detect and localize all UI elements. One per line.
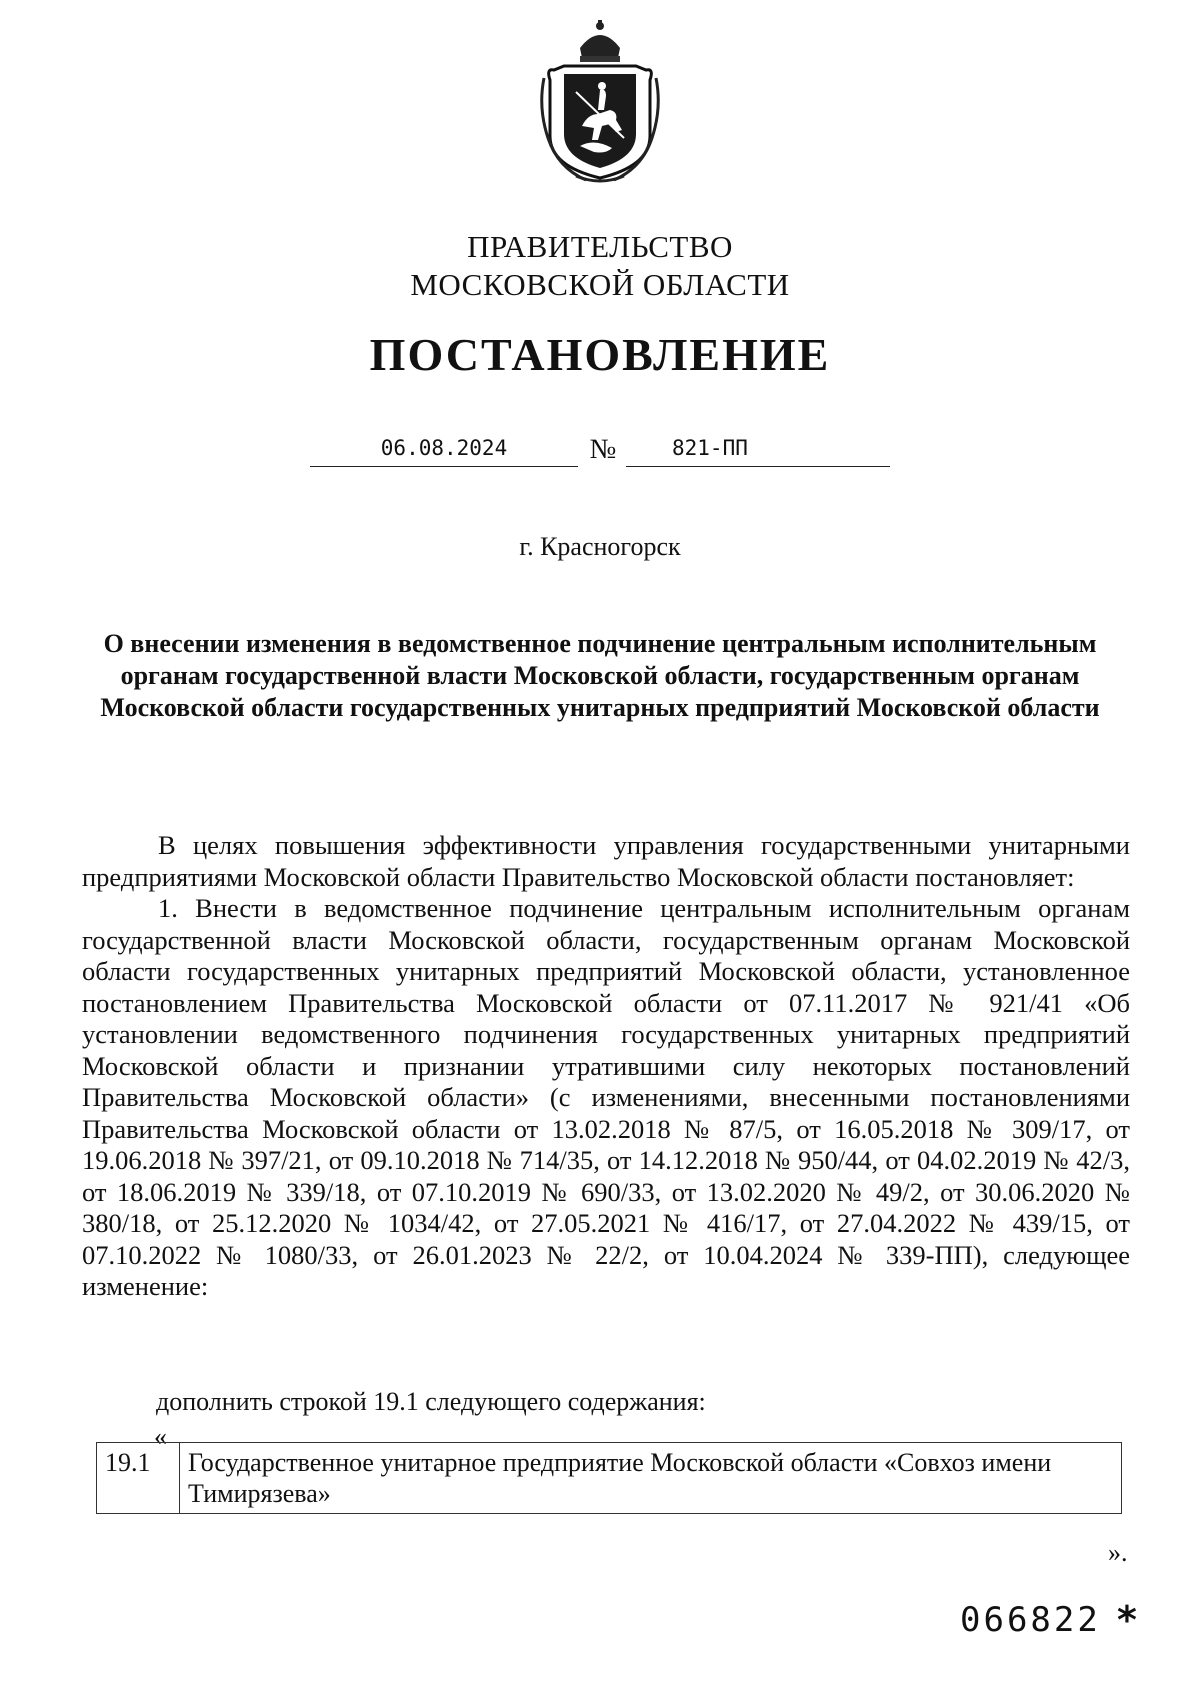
document-number-field bbox=[626, 430, 890, 467]
document-type-title: ПОСТАНОВЛЕНИЕ bbox=[369, 329, 831, 380]
org-name-line2: МОСКОВСКОЙ ОБЛАСТИ bbox=[410, 267, 790, 302]
body-paragraph-1: В целях повышения эффективности управления государственными унитарными предприятиями Московской области Правительство Московской области постановляет: bbox=[82, 830, 1130, 892]
serial-number: 066822 bbox=[960, 1600, 1101, 1640]
document-number: 821-ПП bbox=[672, 436, 748, 460]
add-line-instruction: дополнить строкой 19.1 следующего содержания: bbox=[156, 1387, 706, 1416]
table-cell-number: 19.1 bbox=[97, 1443, 180, 1514]
document-subject: О внесении изменения в ведомственное подчинение центральным исполнительным органам государственной власти Московской области, государственным органам Московской области государственных унитарных предприятий Московской области bbox=[100, 629, 1100, 722]
table-cell-text: Государственное унитарное предприятие Московской области «Совхоз имени Тимирязева» bbox=[180, 1443, 1122, 1514]
asterisk-mark: * bbox=[1117, 1598, 1137, 1642]
close-quote: ». bbox=[1108, 1538, 1128, 1567]
org-name-line1: ПРАВИТЕЛЬСТВО bbox=[467, 229, 733, 264]
table-row bbox=[97, 1443, 1122, 1514]
insert-table bbox=[96, 1442, 1122, 1514]
moscow-oblast-coat-of-arms-icon bbox=[536, 18, 664, 188]
number-sign: № bbox=[589, 434, 617, 465]
document-date: 06.08.2024 bbox=[310, 430, 578, 467]
open-quote: « bbox=[154, 1422, 167, 1451]
document-body bbox=[82, 830, 1130, 1303]
body-paragraph-2: 1. Внести в ведомственное подчинение центральным исполнительным органам государственной власти Московской области, государственным органам Московской области государственных унитарных предприятий Московской области, установленное постановлением Правительства Московской области от 07.11.2017 № 921/41 «Об установлении ведомственного подчинения государственных унитарных предприятий Московской области и признании утратившими силу некоторых постановлений Правительства Московской области» (с изменениями, внесенными постановлениями Правительства Московской области от 13.02.2018 № 87/5, от 16.05.2018 № 309/17, от 19.06.2018 № 397/21, от 09.10.2018 № 714/35, от 14.12.2018 № 950/44, от 04.02.2019 № 42/3, от 18.06.2019 № 339/18, от 07.10.2019 № 690/33, от 13.02.2020 № 49/2, от 30.06.2020 № 380/18, от 25.12.2020 № 1034/42, от 27.05.2021 № 416/17, от 27.04.2022 № 439/15, от 07.10.2022 № 1080/33, от 26.01.2023 № 22/2, от 10.04.2024 № 339-ПП), следующее изменение: bbox=[82, 893, 1130, 1301]
city: г. Красногорск bbox=[519, 532, 681, 561]
